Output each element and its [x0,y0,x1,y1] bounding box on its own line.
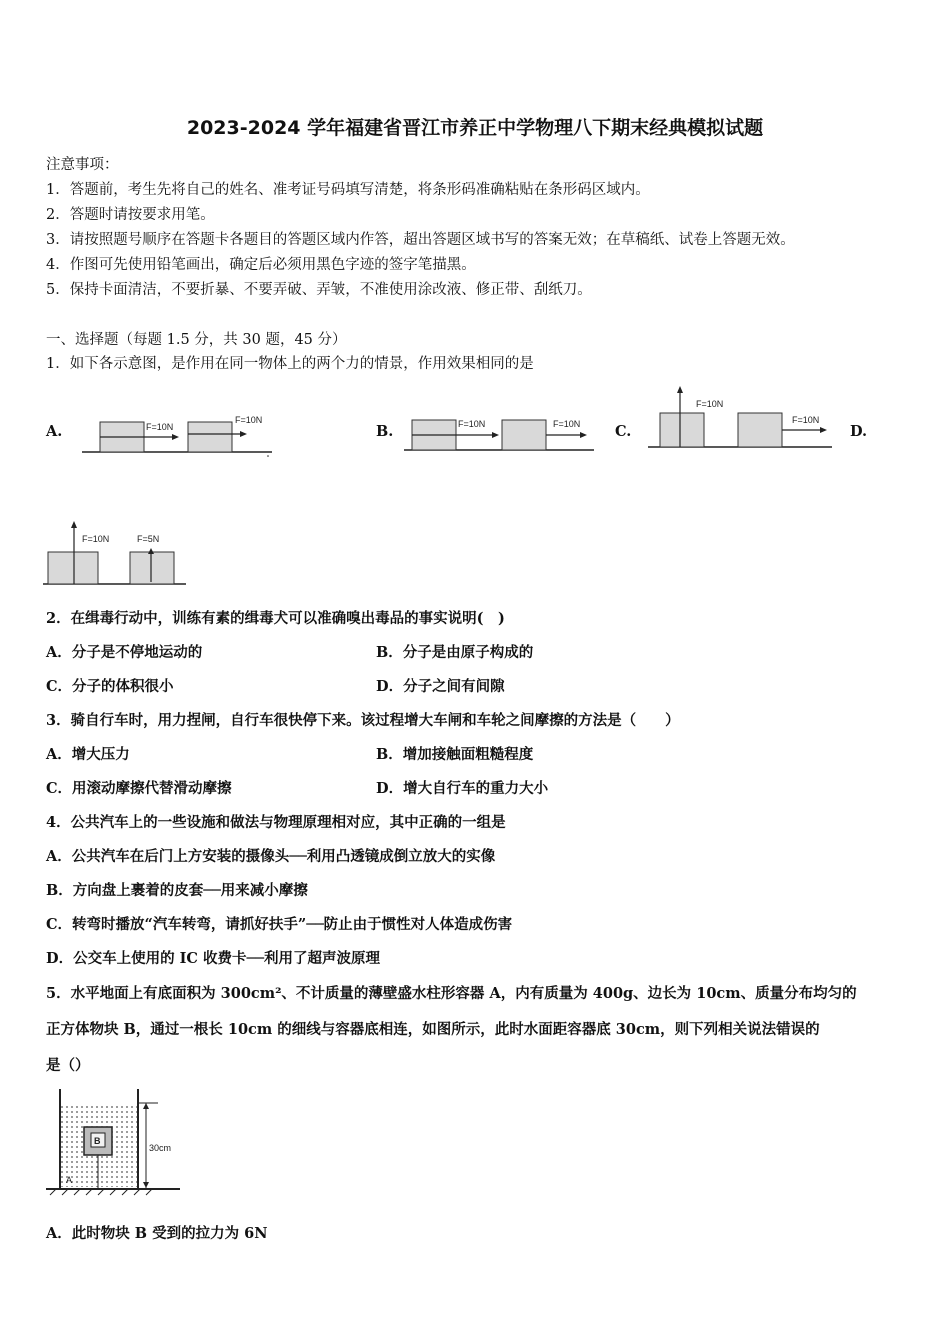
q4-option-c: C．转弯时播放“汽车转弯，请抓好扶手”──防止由于惯性对人体造成伤害 [46,916,513,933]
q1-option-d-label: D. [850,423,868,440]
notice-item: 5．保持卡面清洁，不要折暴、不要弄破、弄皱，不准使用涂改液、修正带、刮纸刀。 [46,282,592,298]
section-heading: 一、选择题（每题 1.5 分，共 30 题，45 分） [46,332,347,348]
notice-item: 4．作图可先使用铅笔画出，确定后必须用黑色字迹的签字笔描黑。 [46,257,476,273]
page-title: 2023-2024 学年福建省晋江市养正中学物理八下期末经典模拟试题 [186,117,764,139]
q3-option-c: C．用滚动摩擦代替滑动摩擦 [46,780,232,797]
q1-figure-a [80,410,275,460]
question-3-stem: 3．骑自行车时，用力捏闸，自行车很快停下来。该过程增大车闸和车轮之间摩擦的方法是（ ） [46,712,680,729]
q4-option-b: B．方向盘上裹着的皮套──用来减小摩擦 [46,882,308,899]
q5-option-a: A．此时物块 B 受到的拉力为 6N [46,1225,268,1242]
q4-option-d: D．公交车上使用的 IC 收费卡──利用了超声波原理 [46,950,380,967]
q1-option-a-label: A. [46,423,63,440]
q5-figure [40,1085,190,1205]
q1d-force-label-2: F=5N [137,534,160,544]
question-1-stem: 1．如下各示意图，是作用在同一物体上的两个力的情景，作用效果相同的是 [46,356,534,372]
q2-option-c: C．分子的体积很小 [46,678,174,695]
notice-heading: 注意事项： [46,157,119,173]
q1-figure-c [640,383,840,455]
q2-option-a: A．分子是不停地运动的 [46,644,203,661]
q4-option-a: A．公共汽车在后门上方安装的摄像头──利用凸透镜成倒立放大的实像 [46,848,496,865]
question-5-stem-line-2: 正方体物块 B，通过一根长 10cm 的细线与容器底相连，如图所示，此时水面距容器底 30cm，则下列相关说法错误的 [46,1021,820,1038]
q1-figure-d [40,518,190,588]
q5-vessel-label: A [66,1175,73,1185]
q1b-force-label-1: F=10N [458,419,486,429]
question-2-stem: 2．在缉毒行动中，训练有素的缉毒犬可以准确嗅出毒品的事实说明( ) [46,610,505,627]
q2-option-d: D．分子之间有间隙 [376,678,505,695]
q1c-force-label-2: F=10N [792,415,820,425]
q1-option-b-label: B. [376,423,394,440]
q1d-force-label-1: F=10N [82,534,110,544]
question-5-stem-line-1: 5．水平地面上有底面积为 300cm²、不计质量的薄壁盛水柱形容器 A，内有质量为 400g、边长为 10cm、质量分布均匀的 [46,985,857,1002]
q1-figure-b [402,410,597,460]
q1-option-c-label: C. [615,423,632,440]
q5-height-label: 30cm [149,1143,172,1153]
q1c-force-label-1: F=10N [696,399,724,409]
question-5-stem-line-3: 是（） [46,1057,90,1074]
q3-option-d: D．增大自行车的重力大小 [376,780,549,797]
q1b-force-label-2: F=10N [553,419,581,429]
q2-option-b: B．分子是由原子构成的 [376,644,534,661]
q1a-force-label-1: F=10N [146,422,174,432]
notice-item: 1．答题前，考生先将自己的姓名、准考证号码填写清楚，将条形码准确粘贴在条形码区域内。 [46,182,650,198]
question-4-stem: 4．公共汽车上的一些设施和做法与物理原理相对应，其中正确的一组是 [46,814,506,831]
q3-option-b: B．增加接触面粗糙程度 [376,746,534,763]
q1a-force-label-2: F=10N [235,415,263,425]
notice-item: 2．答题时请按要求用笔。 [46,207,215,223]
q5-block-label: B [94,1136,101,1146]
notice-item: 3．请按照题号顺序在答题卡各题目的答题区域内作答，超出答题区域书写的答案无效；在草稿纸、试卷上答题无效。 [46,232,795,248]
q3-option-a: A．增大压力 [46,746,130,763]
